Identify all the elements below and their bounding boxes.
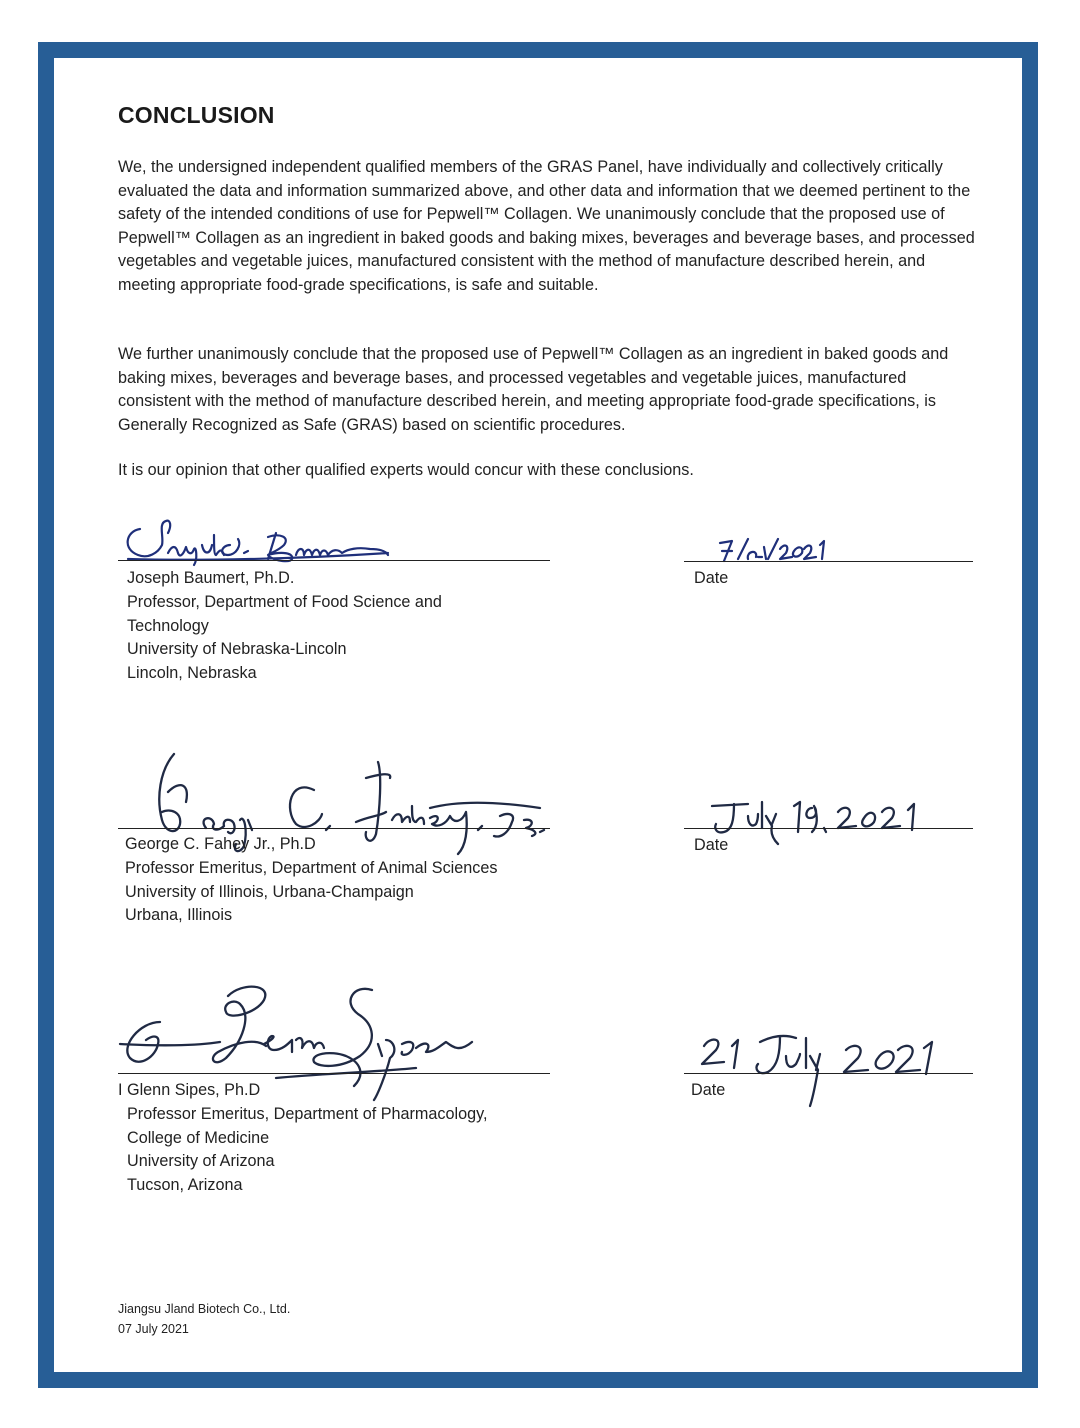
date-label-1: Date [694,569,729,587]
signatory-title: Professor, Department of Food Science and [127,592,442,611]
footer-company: Jiangsu Jland Biotech Co., Ltd. [118,1302,291,1316]
footer-date: 07 July 2021 [118,1322,189,1336]
signatory-institution: University of Nebraska-Lincoln [127,640,347,659]
signatory-title-continued: College of Medicine [127,1128,270,1147]
signatory-location: Lincoln, Nebraska [127,664,257,683]
signatory-name: George C. Fahey Jr., Ph.D [125,835,316,853]
signatory-name: Joseph Baumert, Ph.D. [127,569,295,587]
conclusion-paragraph-2: We further unanimously conclude that the proposed use of Pepwell™ Collagen as an ingredient in baked goods and baking mixes, beverages and beverage bases, and processed vegetables and vegetable juices, manufactured consistent with the method of manufacture described herein, and meeting appropriate food-grade specifications, is Generally Recognized as Safe (GRAS) based on scientific procedures. [118,345,949,434]
signatory-title-continued: Technology [127,616,209,635]
section-heading: CONCLUSION [118,102,275,128]
signatory-block-3 [118,1079,487,1198]
signatory-name: I Glenn Sipes, Ph.D [118,1081,261,1099]
date-line-2 [684,828,973,829]
signatory-title: Professor Emeritus, Department of Pharmacology, [127,1104,488,1123]
signatory-block-2 [125,833,497,928]
signatory-institution: University of Illinois, Urbana-Champaign [125,882,414,901]
handwritten-date-3 [698,1030,938,1108]
document-footer [118,1299,290,1339]
signature-line-2 [118,828,550,829]
handwritten-date-2 [708,798,922,844]
date-label-3: Date [691,1081,726,1099]
conclusion-paragraph-1: We, the undersigned independent qualified members of the GRAS Panel, have individually and collectively critically evaluated the data and information summarized above, and other data and information that we deemed pertinent to the safety of the intended conditions of use for Pepwell™ Collagen. We unanimously conclude that the proposed use of Pepwell™ Collagen as an ingredient in baked goods and baking mixes, beverages and beverage bases, and processed vegetables and vegetable juices, manufactured consistent with the method of manufacture described herein, and meeting appropriate food-grade specifications, is safe and suitable. [118,158,975,294]
signatory-block-1 [127,567,442,686]
signatory-location: Tucson, Arizona [127,1176,243,1195]
signature-line-3 [118,1073,550,1074]
date-line-1 [684,561,973,562]
signatory-institution: University of Arizona [127,1152,275,1171]
date-label-2: Date [694,836,729,854]
conclusion-paragraph-3: It is our opinion that other qualified experts would concur with these conclusions. [118,461,694,479]
date-line-3 [684,1073,973,1074]
signatory-location: Urbana, Illinois [125,906,233,925]
signatory-title: Professor Emeritus, Department of Animal Sciences [125,858,498,877]
handwritten-date-1 [718,535,842,563]
signature-line-1 [118,560,550,561]
